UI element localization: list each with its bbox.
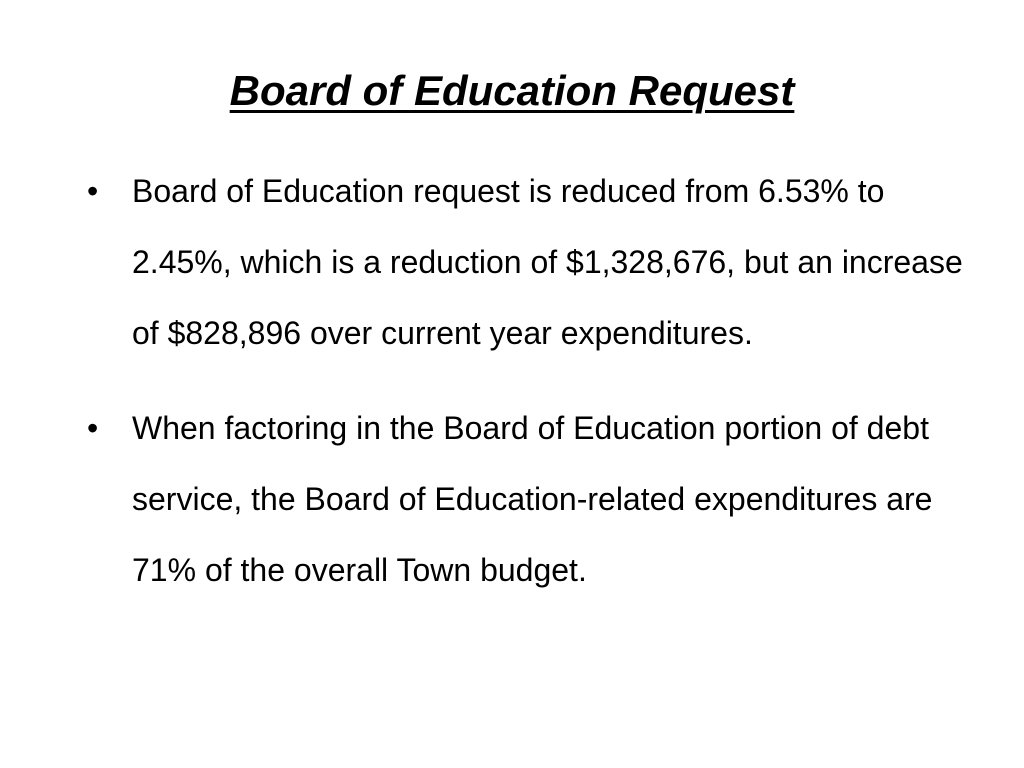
bullet-text: When factoring in the Board of Education portion of debt service, the Board of Education-related expenditures are 71% of the overall Town budget.	[132, 410, 933, 588]
bullet-item	[85, 393, 975, 606]
bullet-list	[85, 156, 975, 630]
slide-title: Board of Education Request	[229, 67, 795, 114]
bullet-dot-icon: •	[87, 410, 99, 446]
bullet-item	[85, 156, 975, 369]
bullet-text: Board of Education request is reduced from 6.53% to 2.45%, which is a reduction of $1,328,676, but an increase of $828,896 over current year expenditures.	[132, 173, 963, 351]
bullet-dot-icon: •	[87, 173, 99, 209]
